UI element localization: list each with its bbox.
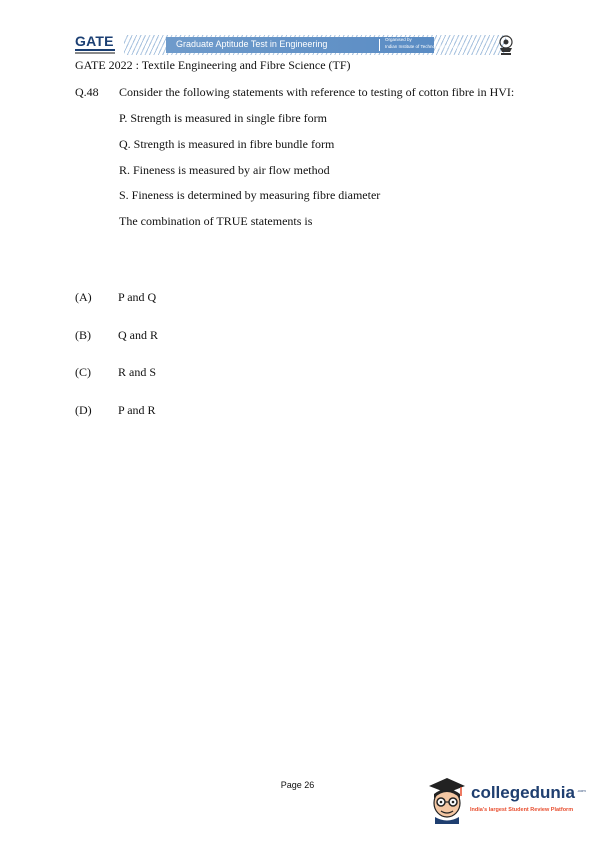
page-header [72, 33, 518, 57]
question-prompt: The combination of TRUE statements is [119, 214, 313, 228]
option-d-text: P and R [118, 403, 156, 417]
statement-q: Q. Strength is measured in fibre bundle form [119, 137, 335, 151]
collegedunia-logo [425, 776, 585, 826]
gate-logo [72, 33, 122, 57]
gate-logo-underline [75, 49, 115, 51]
option-a-label: (A) [75, 290, 92, 304]
statement-r: R. Fineness is measured by air flow method [119, 163, 330, 177]
option-c-text: R and S [118, 365, 157, 379]
statement-s: S. Fineness is determined by measuring fibre diameter [119, 188, 381, 202]
banner-title: Graduate Aptitude Test in Engineering [176, 39, 328, 49]
gate-logo-subline [75, 52, 115, 54]
question-stem: Consider the following statements with reference to testing of cotton fibre in HVI: [119, 85, 515, 99]
collegedunia-tagline: India's largest Student Review Platform [470, 807, 574, 813]
collegedunia-domain-suffix: .com [577, 788, 586, 793]
collegedunia-wordmark: collegedunia [471, 783, 575, 802]
option-c-label: (C) [75, 365, 91, 379]
banner-divider [379, 39, 380, 51]
option-a-text: P and Q [118, 290, 157, 304]
banner-organizer: Indian Institute of Technology Kharagpur [385, 44, 466, 49]
statement-p: P. Strength is measured in single fibre form [119, 111, 327, 125]
header-banner [124, 35, 506, 55]
option-b-text: Q and R [118, 328, 158, 342]
question-number: Q.48 [75, 85, 99, 99]
banner-organized-by: Organised by [385, 37, 412, 42]
graduate-mascot-icon [425, 776, 469, 824]
iit-emblem-icon [496, 34, 516, 56]
option-d-label: (D) [75, 403, 92, 417]
gate-logo-text: GATE [75, 33, 114, 49]
option-b-label: (B) [75, 328, 91, 342]
paper-title: GATE 2022 : Textile Engineering and Fibre Science (TF) [75, 58, 351, 72]
page-number: Page 26 [280, 780, 315, 790]
